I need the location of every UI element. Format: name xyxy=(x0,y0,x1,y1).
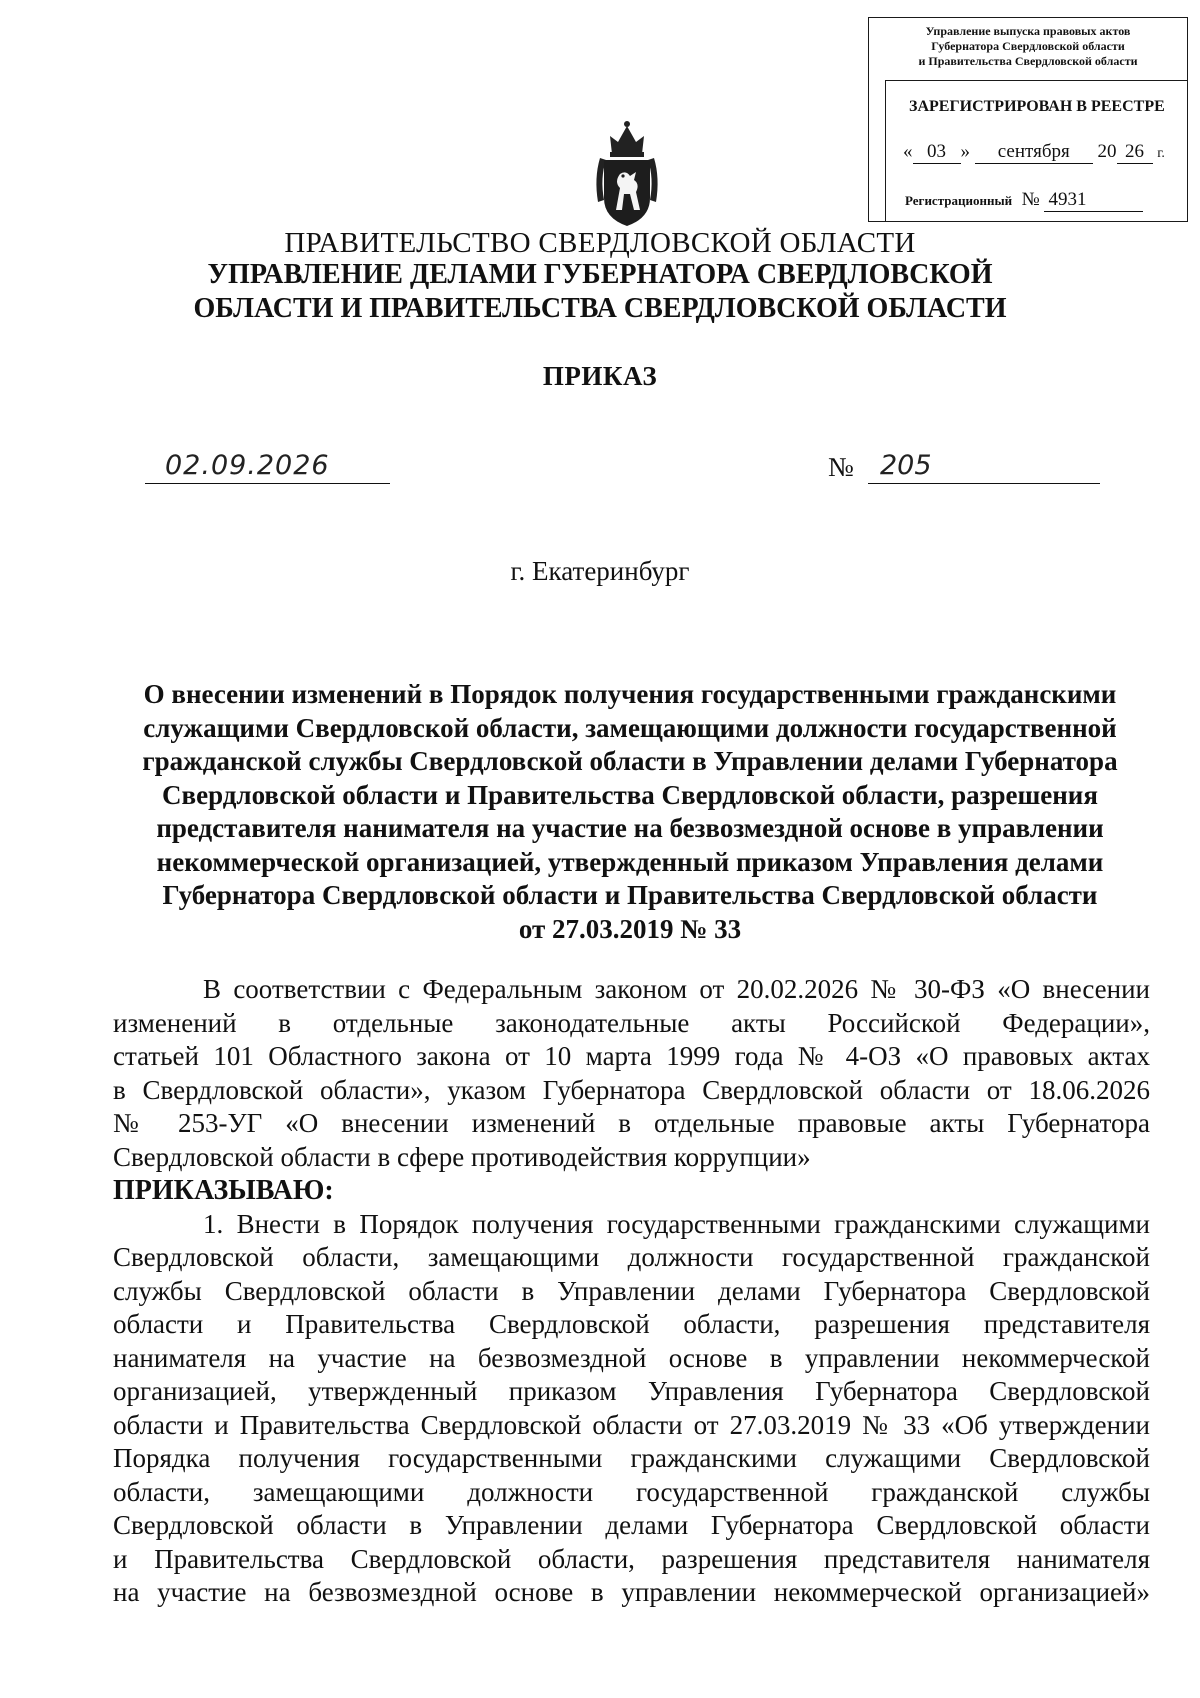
item-line: и Правительства Свердловской области, разрешения представителя нанимателя xyxy=(113,1543,1150,1574)
item-line: организацией, утвержденный приказом Управления Губернатора Свердловской xyxy=(113,1376,1150,1406)
subject-line: О внесении изменений в Порядок получения государственными гражданскими xyxy=(143,679,1117,709)
stamp-reg-number: 4931 xyxy=(1044,189,1143,212)
item-line: Порядка получения государственными гражданскими служащими Свердловской xyxy=(113,1443,1150,1473)
stamp-divider xyxy=(885,80,886,221)
preamble-line: статьей 101 Областного закона от 10 марта 1999 года № 4-ОЗ «О правовых актах xyxy=(113,1041,1150,1071)
order-subject xyxy=(100,678,1160,946)
stamp-registered-label: ЗАРЕГИСТРИРОВАН В РЕЕСТРЕ xyxy=(909,98,1165,115)
subject-line: представителя нанимателя на участие на безвозмездной основе в управлении xyxy=(156,813,1104,843)
item-line: области и Правительства Свердловской области от 27.03.2019 № 33 «Об утверждении xyxy=(113,1409,1150,1440)
item-line: нанимателя на участие на безвозмездной основе в управлении некоммерческой xyxy=(113,1342,1150,1373)
subject-line: некоммерческой организацией, утвержденный приказом Управления делами xyxy=(156,846,1104,877)
item-line: Свердловской области в Управлении делами Губернатора Свердловской области xyxy=(113,1510,1150,1540)
city: г. Екатеринбург xyxy=(510,556,690,586)
subject-line: служащими Свердловской области, замещающими должности государственной xyxy=(143,712,1117,743)
item-line: службы Свердловской области в Управлении делами Губернатора Свердловской xyxy=(113,1275,1150,1306)
stamp-year-suffix: 26 xyxy=(1117,141,1153,164)
stamp-reg-number-line xyxy=(905,189,1143,212)
item-line: Свердловской области, замещающими должности государственной гражданской xyxy=(113,1242,1150,1272)
stamp-office-name xyxy=(869,24,1187,69)
stamp-office-line: и Правительства Свердловской области xyxy=(918,54,1138,68)
stamp-month: сентября xyxy=(975,141,1093,164)
stamp-year-prefix: 20 xyxy=(1097,141,1117,162)
preamble-line: № 253-УГ «О внесении изменений в отдельные правовые акты Губернатора xyxy=(113,1108,1150,1138)
subject-line: Губернатора Свердловской области и Правительства Свердловской области xyxy=(162,880,1098,910)
item-line: области и Правительства Свердловской области, разрешения представителя xyxy=(113,1309,1150,1339)
order-number: 205 xyxy=(868,448,1100,484)
stamp-open-quote: « xyxy=(903,141,913,162)
government-name: ПРАВИТЕЛЬСТВО СВЕРДЛОВСКОЙ ОБЛАСТИ xyxy=(284,227,916,259)
stamp-divider xyxy=(885,80,1187,81)
stamp-number-sign: № xyxy=(1021,189,1040,210)
stamp-office-line: Губернатора Свердловской области xyxy=(931,39,1125,53)
stamp-year-abbr: г. xyxy=(1157,146,1165,161)
order-number-sign: № xyxy=(828,452,854,482)
preamble-line: В соответствии с Федеральным законом от 20.02.2026 № 30-ФЗ «О внесении xyxy=(203,974,1150,1004)
order-word: ПРИКАЗЫВАЮ: xyxy=(113,1175,334,1206)
preamble-line: изменений в отдельные законодательные акты Российской Федерации», xyxy=(113,1007,1150,1038)
stamp-reg-label: Регистрационный xyxy=(905,193,1013,208)
stamp-close-quote: » xyxy=(960,141,970,162)
preamble-line: в Свердловской области», указом Губернатора Свердловской области от 18.06.2026 xyxy=(113,1074,1150,1105)
item-line: области, замещающими должности государственной гражданской службы xyxy=(113,1476,1150,1507)
stamp-office-line: Управление выпуска правовых актов xyxy=(925,24,1131,38)
department-name-line: УПРАВЛЕНИЕ ДЕЛАМИ ГУБЕРНАТОРА СВЕРДЛОВСКОЙ xyxy=(207,259,993,290)
registration-stamp xyxy=(868,17,1188,222)
document-type: ПРИКАЗ xyxy=(542,361,658,391)
order-body xyxy=(113,973,1150,1610)
subject-line: от 27.03.2019 № 33 xyxy=(518,913,742,944)
item-line: на участие на безвозмездной основе в управлении некоммерческой организацией» xyxy=(113,1577,1150,1607)
subject-line: Свердловской области и Правительства Свердловской области, разрешения xyxy=(162,779,1098,810)
coat-of-arms-icon xyxy=(590,118,664,228)
order-date: 02.09.2026 xyxy=(145,448,390,484)
stamp-day: 03 xyxy=(913,141,961,164)
subject-line: гражданской службы Свердловской области в Управлении делами Губернатора xyxy=(142,746,1118,776)
department-name-line: ОБЛАСТИ И ПРАВИТЕЛЬСТВА СВЕРДЛОВСКОЙ ОБЛАСТИ xyxy=(193,293,1007,324)
item-line: 1. Внести в Порядок получения государственными гражданскими служащими xyxy=(203,1208,1150,1239)
preamble-line: Свердловской области в сфере противодействия коррупции» xyxy=(113,1141,811,1172)
stamp-date xyxy=(903,141,1165,164)
